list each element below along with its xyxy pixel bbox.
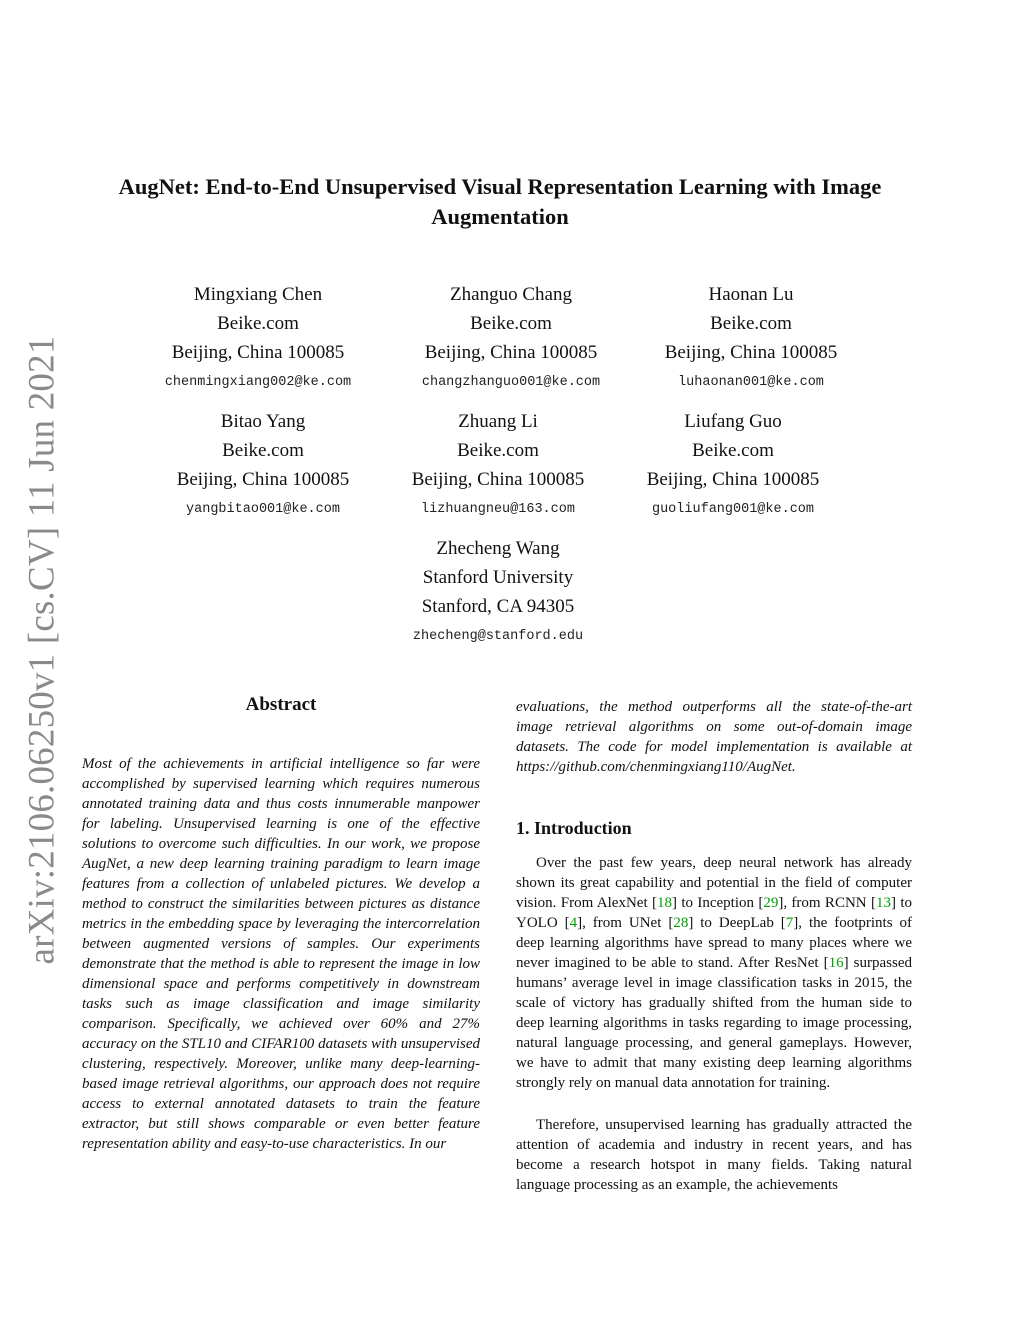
author-block xyxy=(133,407,393,520)
abstract-text-continued: evaluations, the method outperforms all the state-of-the-art image retrieval algorithms on some out-of-domain image datasets. The code for model implementation is available at https://github.com/chenmingxiang110/AugNet. xyxy=(516,699,912,775)
author-location: Beijing, China 100085 xyxy=(664,342,838,363)
citation-link[interactable]: 13 xyxy=(875,895,891,911)
paragraph-text: Over the past few years, deep neural network has already shown its great capability and potential in the field of computer vision. From AlexNet [ xyxy=(516,855,912,911)
author-email: yangbitao001@ke.com xyxy=(186,502,340,517)
author-block xyxy=(368,407,628,520)
paragraph-text: ] to Inception [ xyxy=(671,895,764,911)
arxiv-identifier-stamp: arXiv:2106.06250v1 [cs.CV] 11 Jun 2021 xyxy=(21,335,63,965)
citation-link[interactable]: 7 xyxy=(785,915,794,931)
author-block xyxy=(128,280,388,393)
author-block xyxy=(621,280,881,393)
author-affiliation: Beike.com xyxy=(710,313,792,334)
author-email: changzhanguo001@ke.com xyxy=(421,375,601,390)
author-name: Zhanguo Chang xyxy=(450,284,572,305)
author-location: Beijing, China 100085 xyxy=(411,469,585,490)
intro-paragraph-1 xyxy=(516,853,912,1093)
author-location: Beijing, China 100085 xyxy=(176,469,350,490)
paper-title-line-1: AugNet: End-to-End Unsupervised Visual Representation Learning with Image xyxy=(118,174,882,199)
author-affiliation: Beike.com xyxy=(470,313,552,334)
author-affiliation: Beike.com xyxy=(457,440,539,461)
paper-title-line-2: Augmentation xyxy=(431,204,569,229)
author-block xyxy=(381,280,641,393)
abstract-heading: Abstract xyxy=(245,694,317,715)
author-affiliation: Beike.com xyxy=(222,440,304,461)
author-block xyxy=(603,407,863,520)
intro-paragraph-2: Therefore, unsupervised learning has gradually attracted the attention of academia and industry in recent years, and has become a research hotspot in many fields. Taking natural language processing as an example, the achievements xyxy=(516,1117,912,1193)
author-email: zhecheng@stanford.edu xyxy=(412,629,584,644)
author-email: luhaonan001@ke.com xyxy=(678,375,824,390)
citation-link[interactable]: 16 xyxy=(828,955,844,971)
author-location: Stanford, CA 94305 xyxy=(421,596,575,617)
author-name: Zhecheng Wang xyxy=(436,538,560,559)
author-affiliation: Beike.com xyxy=(217,313,299,334)
author-name: Zhuang Li xyxy=(458,411,538,432)
author-email: chenmingxiang002@ke.com xyxy=(164,375,352,390)
abstract-text: Most of the achievements in artificial intelligence so far were accomplished by supervised learning which requires numerous annotated training data and thus costs innumerable manpower for labeling. Unsupervised learning is one of the effective solutions to overcome such difficulties. In our work, we propose AugNet, a new deep learning training paradigm to learn image features from a collection of unlabeled pictures. We develop a method to construct the similarities between pictures as distance metrics in the embedding space by leveraging the intercorrelation between augmented versions of samples. Our experiments demonstrate that the method is able to represent the image in low dimensional space and performs competitively in downstream tasks such as image classification and image similarity comparison. Specifically, we achieved over 60% and 27% accuracy on the STL10 and CIFAR100 datasets with unsupervised clustering, respectively. Moreover, unlike many deep-learning-based image retrieval algorithms, our approach does not require access to external annotated datasets to train the feature extractor, but still shows comparable or even better feature representation ability and easy-to-use characteristics. In our xyxy=(82,756,480,1152)
author-location: Beijing, China 100085 xyxy=(424,342,598,363)
paragraph-text: ] to DeepLab [ xyxy=(688,915,786,931)
citation-link[interactable]: 18 xyxy=(656,895,672,911)
section-heading-introduction: 1. Introduction xyxy=(516,818,632,838)
author-name: Bitao Yang xyxy=(220,411,306,432)
author-name: Mingxiang Chen xyxy=(193,284,323,305)
paragraph-text: ], the footprints of deep learning algorithms have spread to many places where we never imagined to be able to stand. After ResNet [ xyxy=(516,915,912,971)
author-email: lizhuangneu@163.com xyxy=(421,502,575,517)
paragraph-text: ], from UNet [ xyxy=(577,915,674,931)
citation-link[interactable]: 4 xyxy=(569,915,578,931)
author-block xyxy=(368,534,628,647)
citation-link[interactable]: 28 xyxy=(673,915,689,931)
citation-link[interactable]: 29 xyxy=(763,895,779,911)
paper-title xyxy=(60,172,940,232)
paragraph-text: ], from RCNN [ xyxy=(778,895,876,911)
paragraph-text: ] to YOLO [ xyxy=(516,895,912,931)
author-email: guoliufang001@ke.com xyxy=(651,502,815,517)
author-name: Liufang Guo xyxy=(684,411,782,432)
author-location: Beijing, China 100085 xyxy=(171,342,345,363)
author-name: Haonan Lu xyxy=(708,284,794,305)
author-location: Beijing, China 100085 xyxy=(646,469,820,490)
author-affiliation: Beike.com xyxy=(692,440,774,461)
author-affiliation: Stanford University xyxy=(422,567,574,588)
paragraph-text: ] surpassed humans’ average level in image classification tasks in 2015, the scale of victory has gradually shifted from the human side to deep learning algorithms in tasks regarding to image processing, natural language processing, and general gameplays. However, we have to admit that many existing deep learning algorithms strongly rely on manual data annotation for training. xyxy=(516,955,912,1091)
